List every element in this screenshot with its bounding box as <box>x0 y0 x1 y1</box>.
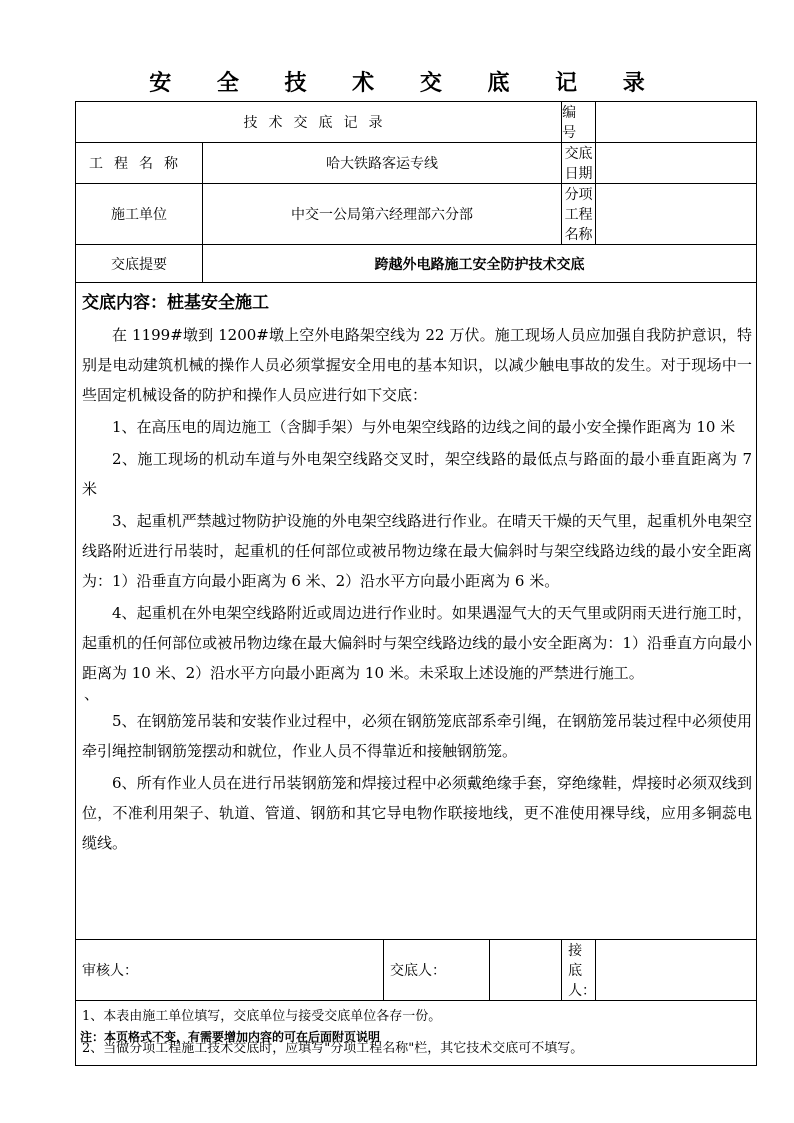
header-row-unit <box>76 184 757 245</box>
project-name-label: 工程名称 <box>76 143 203 184</box>
reviewer-label: 审核人： <box>76 940 384 1001</box>
number-label: 编 号 <box>562 102 596 143</box>
discloser-value <box>490 940 562 1001</box>
stray-mark: 、 <box>84 685 100 703</box>
content-paragraph-1: 1、在高压电的周边施工（含脚手架）与外电架空线路的边线之间的最小安全操作距离为 10 米 <box>112 418 736 436</box>
summary-label: 交底提要 <box>76 245 203 283</box>
construction-unit-value: 中交一公局第六经理部六分部 <box>203 184 562 245</box>
note-2: 2、当做分项工程施工技术交底时，应填写"分项工程名称"栏，其它技术交底可不填写。 <box>82 1041 584 1056</box>
number-value <box>596 102 757 143</box>
header-row-record <box>76 102 757 143</box>
record-label: 技术交底记录 <box>76 102 562 143</box>
receiver-value <box>596 940 757 1001</box>
signature-row <box>76 940 757 1001</box>
construction-unit-label: 施工单位 <box>76 184 203 245</box>
content-paragraph-3: 3、起重机严禁越过物防护设施的外电架空线路进行作业。在晴天干燥的天气里，起重机外电架空线路附近进行吊装时，起重机的任何部位或被吊物边缘在最大偏斜时与架空线路边线的最小安全距离为：1）沿垂直方向最小距离为 6 米、2）沿水平方向最小距离为 6 米。 <box>82 512 753 590</box>
note-1: 1、本表由施工单位填写，交底单位与接受交底单位各存一份。 <box>82 1009 442 1024</box>
footnote: 注：本页格式不变，有需要增加内容的可在后面附页说明 <box>80 1030 381 1044</box>
content-paragraph-5: 5、在钢筋笼吊装和安装作业过程中，必须在钢筋笼底部系牵引绳，在钢筋笼吊装过程中必须使用牵引绳控制钢筋笼摆动和就位，作业人员不得靠近和接触钢筋笼。 <box>82 712 753 760</box>
receiver-label: 接底人： <box>562 940 596 1001</box>
content-paragraph-6: 6、所有作业人员在进行吊装钢筋笼和焊接过程中必须戴绝缘手套，穿绝缘鞋，焊接时必须双线到位，不准利用架子、轨道、管道、钢筋和其它导电物作联接地线，更不准使用裸导线，应用多铜蕊电缆线。 <box>82 774 753 852</box>
content-cell <box>76 283 757 940</box>
date-label: 交底日期 <box>562 143 596 184</box>
content-row <box>76 283 757 940</box>
content-heading: 交底内容：桩基安全施工 <box>82 293 269 313</box>
project-name-value: 哈大铁路客运专线 <box>203 143 562 184</box>
record-table <box>75 101 757 1066</box>
sub-project-value <box>596 184 757 245</box>
header-row-summary <box>76 245 757 283</box>
content-paragraph-intro: 在 1199#墩到 1200#墩上空外电路架空线为 22 万伏。施工现场人员应加强自我防护意识，特别是电动建筑机械的操作人员必须掌握安全用电的基本知识，以减少触电事故的发生。对于现场中一些固定机械设备的防护和操作人员应进行如下交底： <box>82 326 753 404</box>
discloser-label: 交底人： <box>384 940 490 1001</box>
sub-project-label: 分项工程名称 <box>562 184 596 245</box>
header-row-project <box>76 143 757 184</box>
document-title: 安 全 技 术 交 底 记 录 <box>149 70 664 96</box>
content-paragraph-2: 2、施工现场的机动车道与外电架空线路交叉时，架空线路的最低点与路面的最小垂直距离为 7 米 <box>82 450 753 498</box>
date-value <box>596 143 757 184</box>
content-paragraph-4: 4、起重机在外电架空线路附近或周边进行作业时。如果遇湿气大的天气里或阴雨天进行施工时，起重机的任何部位或被吊物边缘在最大偏斜时与架空线路边线的最小安全距离为：1）沿垂直方向最小距离为 10 米、2）沿水平方向最小距离为 10 米。未采取上述设施的严禁进行施工。 <box>82 604 753 682</box>
summary-value: 跨越外电路施工安全防护技术交底 <box>203 245 757 283</box>
